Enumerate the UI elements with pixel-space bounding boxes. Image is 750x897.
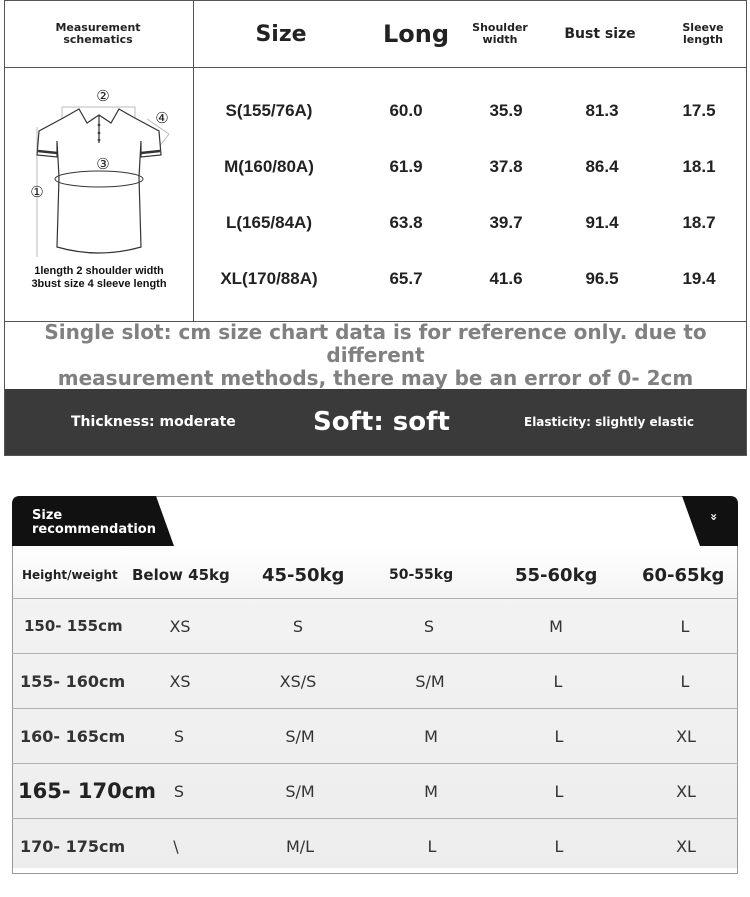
header-bust-size: Bust size: [564, 26, 636, 42]
size-cell: L: [680, 671, 690, 691]
size-cell: XS/S: [279, 671, 317, 691]
size-row: [194, 195, 746, 251]
long-value: 63.8: [389, 213, 423, 232]
elasticity-label: Elasticity: slightly elastic: [524, 415, 694, 429]
long-value: 60.0: [389, 101, 423, 120]
size-cell: S: [423, 616, 435, 636]
note-line-2: measurement methods, there may be an error of 0- 2cm: [57, 365, 694, 390]
chevron-glyph: »: [707, 513, 722, 521]
marker-3: ③: [96, 155, 110, 173]
sleeve-value: 18.7: [682, 213, 716, 232]
size-cell: S/M: [285, 726, 315, 746]
header-45-50kg: 45-50kg: [262, 564, 345, 586]
fabric-properties-band: [5, 389, 746, 455]
header-sleeve-length: Sleeve length: [682, 21, 724, 46]
long-value: 65.7: [389, 269, 423, 288]
header-schematics: Measurement schematics: [55, 21, 141, 46]
size-cell: XS: [169, 671, 191, 691]
header-shoulder-width: Shoulder width: [472, 21, 528, 46]
size-cell: M: [424, 781, 438, 801]
size-cell: M/L: [285, 836, 315, 856]
size-cell: M: [424, 726, 438, 746]
size-cell: XS: [169, 616, 191, 636]
table-row: [12, 764, 738, 819]
size-cell: \: [173, 836, 179, 856]
bust-value: 86.4: [585, 157, 619, 176]
chevron-down-icon: [707, 512, 722, 522]
size-label: M(160/80A): [224, 157, 314, 176]
shoulder-value: 35.9: [489, 101, 523, 120]
measurement-note: [5, 319, 746, 390]
schematic-caption: [5, 265, 193, 291]
recommendation-header-row: [12, 552, 738, 599]
title-line-2: recommendation: [32, 522, 156, 537]
size-label: XL(170/88A): [220, 269, 318, 288]
size-row: [194, 83, 746, 139]
thickness-label: Thickness: moderate: [71, 414, 236, 430]
height-label: 155- 160cm: [20, 671, 126, 691]
softness-label: Soft: soft: [313, 407, 450, 437]
shirt-schematic: [17, 79, 187, 269]
height-label: 165- 170cm: [18, 779, 157, 803]
size-cell: XL: [676, 836, 696, 856]
marker-1: ①: [30, 183, 44, 201]
height-label: 170- 175cm: [20, 836, 126, 856]
header-below-45kg: Below 45kg: [132, 566, 230, 584]
size-cell: L: [553, 671, 563, 691]
shoulder-value: 41.6: [489, 269, 523, 288]
bust-value: 96.5: [585, 269, 619, 288]
table-row: [12, 654, 738, 709]
header-55-60kg: 55-60kg: [515, 564, 598, 586]
size-row: [194, 251, 746, 307]
recommendation-title: [32, 509, 156, 537]
caption-line-2: 3bust size 4 sleeve length: [31, 278, 167, 290]
marker-4: ④: [155, 109, 169, 127]
size-chart-header: [5, 1, 746, 68]
size-cell: S/M: [285, 781, 315, 801]
shoulder-value: 37.8: [489, 157, 523, 176]
size-cell: M: [549, 616, 563, 636]
size-chart: [4, 0, 747, 456]
size-cell: L: [554, 781, 564, 801]
note-line-1: Single slot: cm size chart data is for reference only. due to different: [44, 319, 707, 367]
size-cell: XL: [676, 781, 696, 801]
marker-2: ②: [96, 87, 110, 105]
caption-line-1: 1length 2 shoulder width: [34, 265, 164, 277]
table-row: [12, 599, 738, 654]
size-cell: L: [680, 616, 690, 636]
sleeve-value: 18.1: [682, 157, 716, 176]
size-cell: XL: [676, 726, 696, 746]
title-line-1: Size: [32, 508, 63, 523]
height-label: 160- 165cm: [20, 726, 126, 746]
size-row: [194, 139, 746, 195]
header-50-55kg: 50-55kg: [389, 567, 454, 583]
header-long: Long: [382, 20, 450, 48]
size-label: S(155/76A): [225, 101, 313, 120]
size-recommendation-table: [12, 496, 738, 874]
size-cell: L: [554, 726, 564, 746]
header-size: Size: [255, 21, 307, 47]
size-cell: S: [173, 726, 185, 746]
size-label: L(165/84A): [226, 213, 312, 232]
size-cell: S: [173, 781, 185, 801]
size-cell: L: [427, 836, 437, 856]
size-cell: S: [292, 616, 304, 636]
sleeve-value: 17.5: [682, 101, 716, 120]
sleeve-value: 19.4: [682, 269, 716, 288]
table-row: [12, 709, 738, 764]
table-row: [12, 819, 738, 873]
size-cell: L: [554, 836, 564, 856]
bust-value: 91.4: [585, 213, 619, 232]
shoulder-value: 39.7: [489, 213, 523, 232]
bust-value: 81.3: [585, 101, 619, 120]
header-height-weight: Height/weight: [22, 568, 118, 582]
size-cell: S/M: [415, 671, 445, 691]
long-value: 61.9: [389, 157, 423, 176]
header-60-65kg: 60-65kg: [642, 564, 725, 586]
size-chart-body: [5, 67, 746, 322]
height-label: 150- 155cm: [24, 617, 123, 635]
